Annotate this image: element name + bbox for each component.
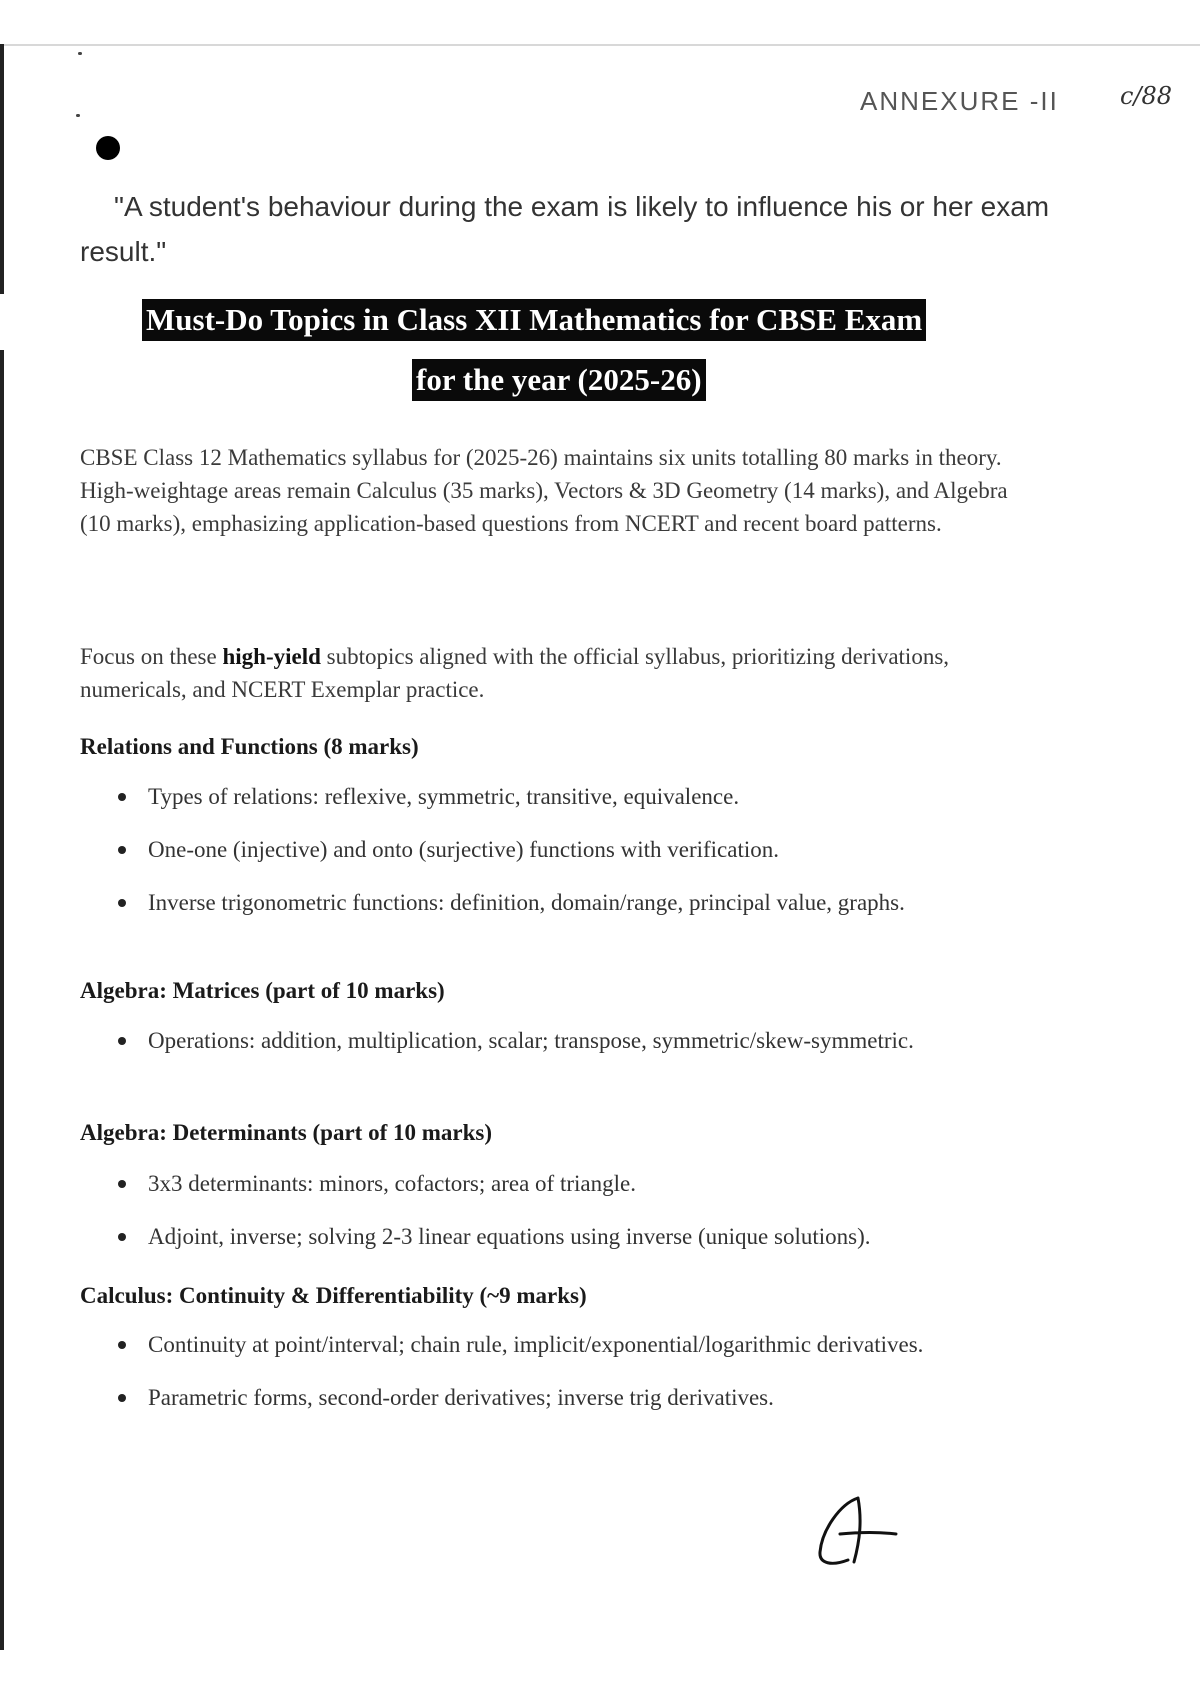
handwritten-signature [810,1490,900,1570]
matrices-list [118,1023,1048,1076]
list-item: 3x3 determinants: minors, cofactors; area of triangle. [118,1166,1048,1201]
quote-text: "A student's behaviour during the exam is likely to influence his or her exam result." [80,191,1050,267]
list-item: Types of relations: reflexive, symmetric, transitive, equivalence. [118,779,1048,814]
focus-bold: high-yield [222,644,321,669]
scan-speck [76,114,80,117]
list-item: One-one (injective) and onto (surjective) functions with verification. [118,832,1048,867]
focus-suffix: subtopics aligned with the official syllabus, prioritizing derivations, numericals, and NCERT Exemplar practice. [80,644,950,702]
annexure-label: ANNEXURE -II [860,86,1059,116]
relations-list [118,779,1048,938]
list-item: Inverse trigonometric functions: definition, domain/range, principal value, graphs. [118,885,1048,920]
title-line-1: Must-Do Topics in Class XII Mathematics for CBSE Exam [142,299,926,341]
section-heading-determinants: Algebra: Determinants (part of 10 marks) [80,1120,493,1145]
calculus-list [118,1327,1048,1433]
scan-left-edge [0,44,4,294]
determinants-list [118,1166,1048,1272]
intro-paragraph: CBSE Class 12 Mathematics syllabus for (2025-26) maintains six units totalling 80 marks in theory. High-weightage areas remain Calculus (35 marks), Vectors & 3D Geometry (14 marks), and Algebra (10 marks), emphasizing application-based questions from NCERT and recent board patterns. [80,445,1008,536]
section-heading-matrices: Algebra: Matrices (part of 10 marks) [80,978,445,1003]
list-item: Operations: addition, multiplication, scalar; transpose, symmetric/skew-symmetric. [118,1023,1048,1058]
scan-left-edge [0,350,4,1650]
page-reference: c/88 [1120,82,1173,110]
focus-paragraph [80,640,1040,706]
list-item: Continuity at point/interval; chain rule, implicit/exponential/logarithmic derivatives. [118,1327,1048,1362]
focus-prefix: Focus on these [80,644,223,669]
bullet-dot-icon [96,136,120,160]
list-item: Adjoint, inverse; solving 2-3 linear equations using inverse (unique solutions). [118,1219,1048,1254]
scan-speck [78,52,82,55]
section-heading-calculus: Calculus: Continuity & Differentiability (~9 marks) [80,1283,587,1308]
list-item: Parametric forms, second-order derivatives; inverse trig derivatives. [118,1380,1048,1415]
scan-top-edge [0,44,1200,46]
section-heading-relations: Relations and Functions (8 marks) [80,734,419,759]
title-line-2: for the year (2025-26) [412,359,706,401]
